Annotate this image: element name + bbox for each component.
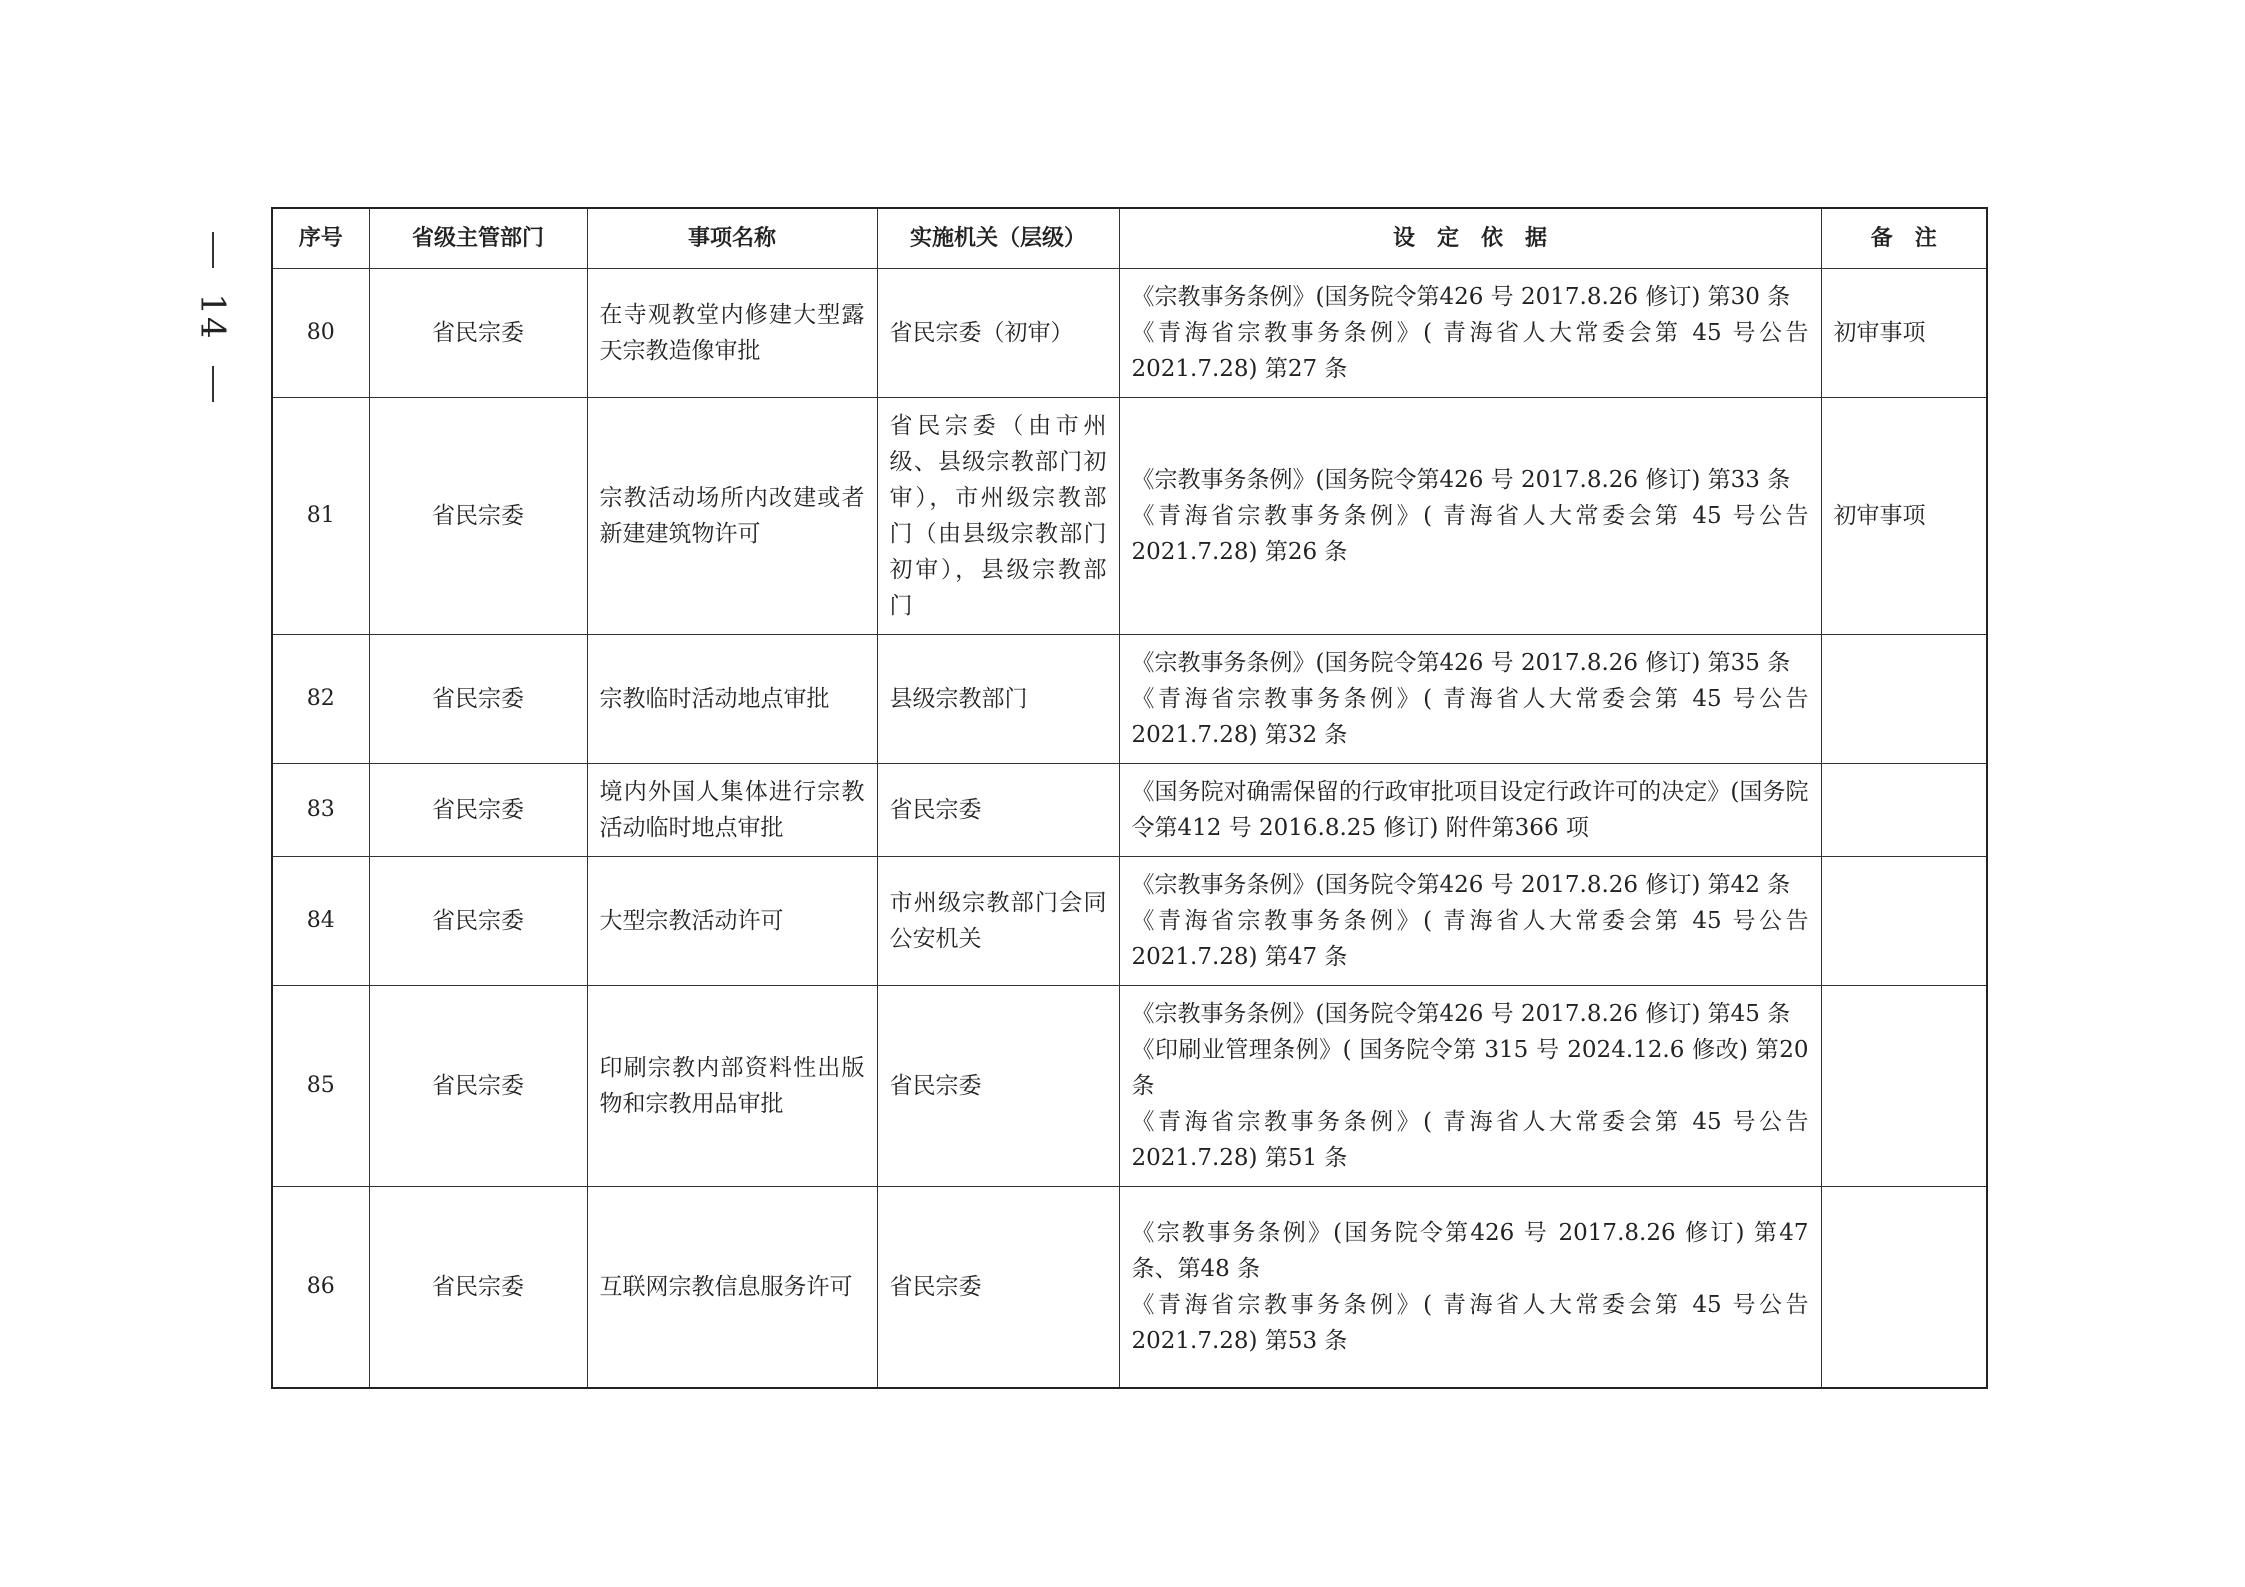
cell-seq: 85	[272, 986, 369, 1187]
cell-agency: 省民宗委（由市州级、县级宗教部门初审），市州级宗教部门（由县级宗教部门初审），县级宗教部门	[877, 398, 1119, 635]
cell-basis	[1119, 764, 1821, 857]
header-note: 备 注	[1821, 208, 1987, 269]
cell-note	[1821, 1187, 1987, 1389]
cell-name: 在寺观教堂内修建大型露天宗教造像审批	[587, 269, 877, 398]
cell-seq: 81	[272, 398, 369, 635]
cell-agency: 市州级宗教部门会同公安机关	[877, 857, 1119, 986]
cell-basis	[1119, 635, 1821, 764]
cell-dept: 省民宗委	[369, 764, 587, 857]
cell-basis	[1119, 857, 1821, 986]
cell-dept: 省民宗委	[369, 269, 587, 398]
cell-basis	[1119, 986, 1821, 1187]
basis-line: 《宗教事务条例》(国务院令第426 号 2017.8.26 修订) 第30 条	[1131, 284, 1791, 310]
cell-note: 初审事项	[1821, 398, 1987, 635]
table-row	[272, 269, 1987, 398]
cell-note	[1821, 986, 1987, 1187]
basis-line: 《宗教事务条例》(国务院令第426 号 2017.8.26 修订) 第42 条	[1131, 872, 1791, 898]
cell-note	[1821, 857, 1987, 986]
basis-line: 《宗教事务条例》(国务院令第426 号 2017.8.26 修订) 第45 条	[1131, 1001, 1791, 1027]
cell-seq: 82	[272, 635, 369, 764]
cell-note	[1821, 764, 1987, 857]
cell-seq: 84	[272, 857, 369, 986]
cell-note	[1821, 635, 1987, 764]
page-number-text: 14	[192, 293, 233, 341]
basis-line: 《青海省宗教事务条例》( 青海省人大常委会第 45 号公告 2021.7.28) 第53 条	[1131, 1292, 1809, 1354]
header-agency: 实施机关（层级）	[877, 208, 1119, 269]
cell-dept: 省民宗委	[369, 398, 587, 635]
page-number-dash-top	[212, 232, 214, 268]
cell-name: 宗教活动场所内改建或者新建建筑物许可	[587, 398, 877, 635]
cell-basis	[1119, 1187, 1821, 1389]
cell-dept: 省民宗委	[369, 635, 587, 764]
table-row	[272, 1187, 1987, 1389]
basis-line: 《青海省宗教事务条例》( 青海省人大常委会第 45 号公告 2021.7.28) 第47 条	[1131, 908, 1809, 970]
basis-line: 《国务院对确需保留的行政审批项目设定行政许可的决定》(国务院令第412 号 2016.8.25 修订) 附件第366 项	[1131, 779, 1809, 841]
cell-note: 初审事项	[1821, 269, 1987, 398]
cell-agency: 省民宗委	[877, 986, 1119, 1187]
header-seq: 序号	[272, 208, 369, 269]
cell-name: 互联网宗教信息服务许可	[587, 1187, 877, 1389]
cell-dept: 省民宗委	[369, 857, 587, 986]
table-header	[272, 208, 1987, 269]
basis-line: 《青海省宗教事务条例》( 青海省人大常委会第 45 号公告 2021.7.28) 第32 条	[1131, 686, 1809, 748]
cell-agency: 省民宗委	[877, 1187, 1119, 1389]
table-body	[272, 269, 1987, 1389]
basis-line: 《青海省宗教事务条例》( 青海省人大常委会第 45 号公告 2021.7.28) 第51 条	[1131, 1109, 1809, 1171]
basis-line: 《宗教事务条例》(国务院令第426 号 2017.8.26 修订) 第33 条	[1131, 467, 1791, 493]
table-row	[272, 764, 1987, 857]
cell-dept: 省民宗委	[369, 986, 587, 1187]
cell-agency: 县级宗教部门	[877, 635, 1119, 764]
cell-agency: 省民宗委（初审）	[877, 269, 1119, 398]
cell-basis	[1119, 269, 1821, 398]
page-number-dash-bottom	[212, 366, 214, 402]
cell-agency: 省民宗委	[877, 764, 1119, 857]
basis-line: 《宗教事务条例》(国务院令第426 号 2017.8.26 修订) 第35 条	[1131, 650, 1791, 676]
table-row	[272, 986, 1987, 1187]
basis-line: 《青海省宗教事务条例》( 青海省人大常委会第 45 号公告 2021.7.28) 第27 条	[1131, 320, 1809, 382]
header-basis: 设 定 依 据	[1119, 208, 1821, 269]
cell-seq: 80	[272, 269, 369, 398]
cell-basis	[1119, 398, 1821, 635]
cell-name: 大型宗教活动许可	[587, 857, 877, 986]
basis-line: 《青海省宗教事务条例》( 青海省人大常委会第 45 号公告 2021.7.28) 第26 条	[1131, 503, 1809, 565]
cell-name: 宗教临时活动地点审批	[587, 635, 877, 764]
basis-line: 《宗教事务条例》(国务院令第426 号 2017.8.26 修订) 第47 条、第48 条	[1131, 1220, 1809, 1282]
cell-name: 印刷宗教内部资料性出版物和宗教用品审批	[587, 986, 877, 1187]
cell-seq: 83	[272, 764, 369, 857]
table-row	[272, 857, 1987, 986]
cell-seq: 86	[272, 1187, 369, 1389]
header-name: 事项名称	[587, 208, 877, 269]
cell-dept: 省民宗委	[369, 1187, 587, 1389]
table-row	[272, 398, 1987, 635]
header-dept: 省级主管部门	[369, 208, 587, 269]
approval-items-table	[271, 207, 1988, 1389]
basis-line: 《印刷业管理条例》( 国务院令第 315 号 2024.12.6 修改) 第20 条	[1131, 1037, 1809, 1099]
table-row	[272, 635, 1987, 764]
page-number	[188, 232, 238, 402]
cell-name: 境内外国人集体进行宗教活动临时地点审批	[587, 764, 877, 857]
